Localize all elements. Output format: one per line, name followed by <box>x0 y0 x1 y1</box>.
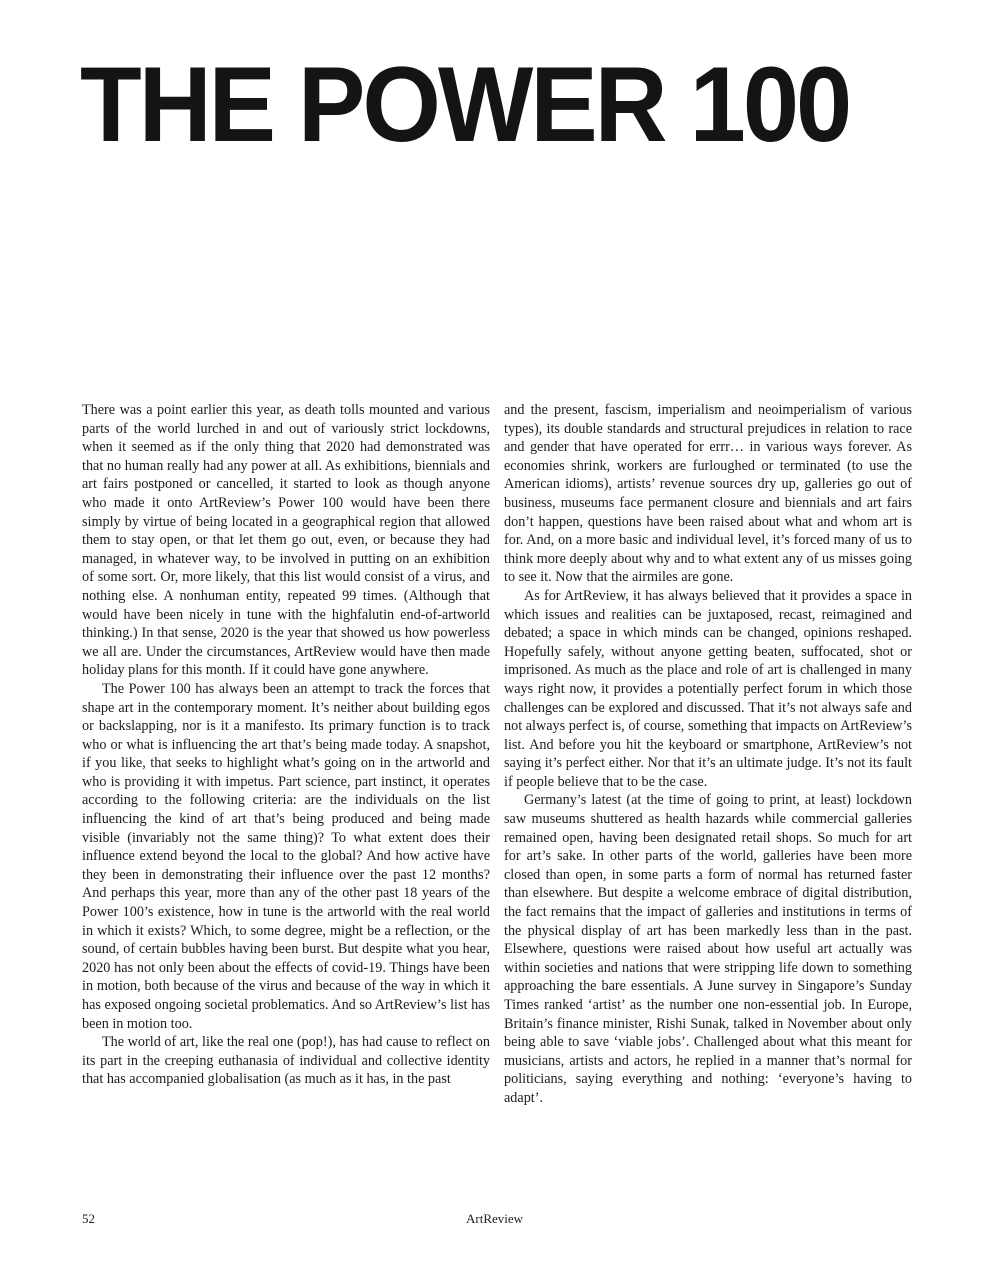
article-column-right <box>504 401 912 1108</box>
paragraph: The world of art, like the real one (pop!), has had cause to reflect on its part in the creeping euthanasia of individual and collective identity that has accompanied globalisation (as much as it has, in the past <box>82 1034 490 1088</box>
page-number: 52 <box>82 1211 95 1226</box>
page-title: THE POWER 100 <box>80 45 850 165</box>
paragraph: There was a point earlier this year, as death tolls mounted and various parts of the world lurched in and out of variously strict lockdowns, when it seemed as if the only thing that 2020 had demonstrated was that no human really had any power at all. As exhibitions, biennials and art fairs postponed or cancelled, it started to look as though anyone who made it onto ArtReview’s Power 100 would have been there simply by virtue of being located in a geographical region that allowed them to stay open, or that let them go out, even, or because they had managed, in whatever way, to be involved in putting on an exhibition of some sort. Or, more likely, that this list would consist of a virus, and nothing else. A nonhuman entity, repeated 99 times. (Although that would have been nicely in tune with the highfalutin end-of-artworld thinking.) In that sense, 2020 is the year that showed us how powerless we all are. Under the circumstances, ArtReview would have then made holiday plans for this month. If it could have gone anywhere. <box>82 402 490 679</box>
paragraph: As for ArtReview, it has always believed that it provides a space in which issues and realities can be juxtaposed, recast, reimagined and debated; a space in which minds can be changed, opinions reshaped. Hopefully safely, without anyone getting beaten, suffocated, shot or imprisoned. As much as the place and role of art is challenged in many ways right now, it provides a potentially perfect forum in which those challenges can be explored and discussed. That it’s not always safe and not always perfect is, of course, something that impacts on ArtReview’s list. And before you hit the keyboard or smartphone, ArtReview’s not saying it’s perfect either. Nor that it’s an ultimate judge. It’s not its fault if people believe that to be the case. <box>504 587 912 790</box>
publication-name: ArtReview <box>466 1211 524 1226</box>
paragraph: Germany’s latest (at the time of going to print, at least) lockdown saw museums shuttered as health hazards while commercial galleries remained open, having been designated retail shops. So much for art for art’s sake. In other parts of the world, galleries have been more closed than open, in some parts a form of normal has returned faster than elsewhere. But despite a welcome embrace of digital distribution, the fact remains that the impact of galleries and institutions in terms of the physical display of art has been markedly less than in the past. Elsewhere, questions were raised about how useful art actually was within societies and nations that were stripping life down to something approaching the bare essentials. A June survey in Singapore’s Sunday Times ranked ‘artist’ as the number one non-essential job. In Europe, Britain’s finance minister, Rishi Sunak, talked in November about only being able to save ‘viable jobs’. Challenged about what this meant for musicians, artists and actors, he replied in a manner that’s normal for politicians, saying everything and nothing: ‘everyone’s having to adapt’. <box>504 792 912 1106</box>
paragraph: and the present, fascism, imperialism and neoimperialism of various types), its double standards and structural prejudices in relation to race and gender that have operated for errr… in various ways forever. As economies shrink, workers are furloughed or terminated (to use the American idioms), artists’ revenue sources dry up, galleries go out of business, museums face permanent closure and biennials and art fairs don’t happen, questions have been raised about what and whom art is for. And, on a more basic and individual level, it’s forced many of us to think more deeply about why and to what extent any of us misses going to see it. Now that the airmiles are gone. <box>504 402 912 586</box>
paragraph: The Power 100 has always been an attempt to track the forces that shape art in the contemporary moment. It’s neither about building egos or backslapping, nor is it a manifesto. Its primary function is to track who or what is influencing the art that’s being made today. A snapshot, if you like, that seeks to highlight what’s going on in the artworld and who is providing it with impetus. Part science, part instinct, it operates according to the following criteria: are the individuals on the list influencing the kind of art that’s being produced and being made visible (invariably not the same thing)? To what extent does their influence extend beyond the local to the global? And how active have they been in demonstrating their influence over the past 12 months? And perhaps this year, more than any of the other past 18 years of the Power 100’s existence, how in tune is the artworld with the real world in which it exists? Which, to some degree, might be a reflection, or the sound, of certain bubbles having been burst. But despite what you hear, 2020 has not only been about the effects of covid-19. Things have been in motion, both because of the virus and because of the way in which it has exposed ongoing societal problematics. And so ArtReview’s list has been in motion too. <box>82 680 490 1032</box>
article-column-left <box>82 401 490 1089</box>
